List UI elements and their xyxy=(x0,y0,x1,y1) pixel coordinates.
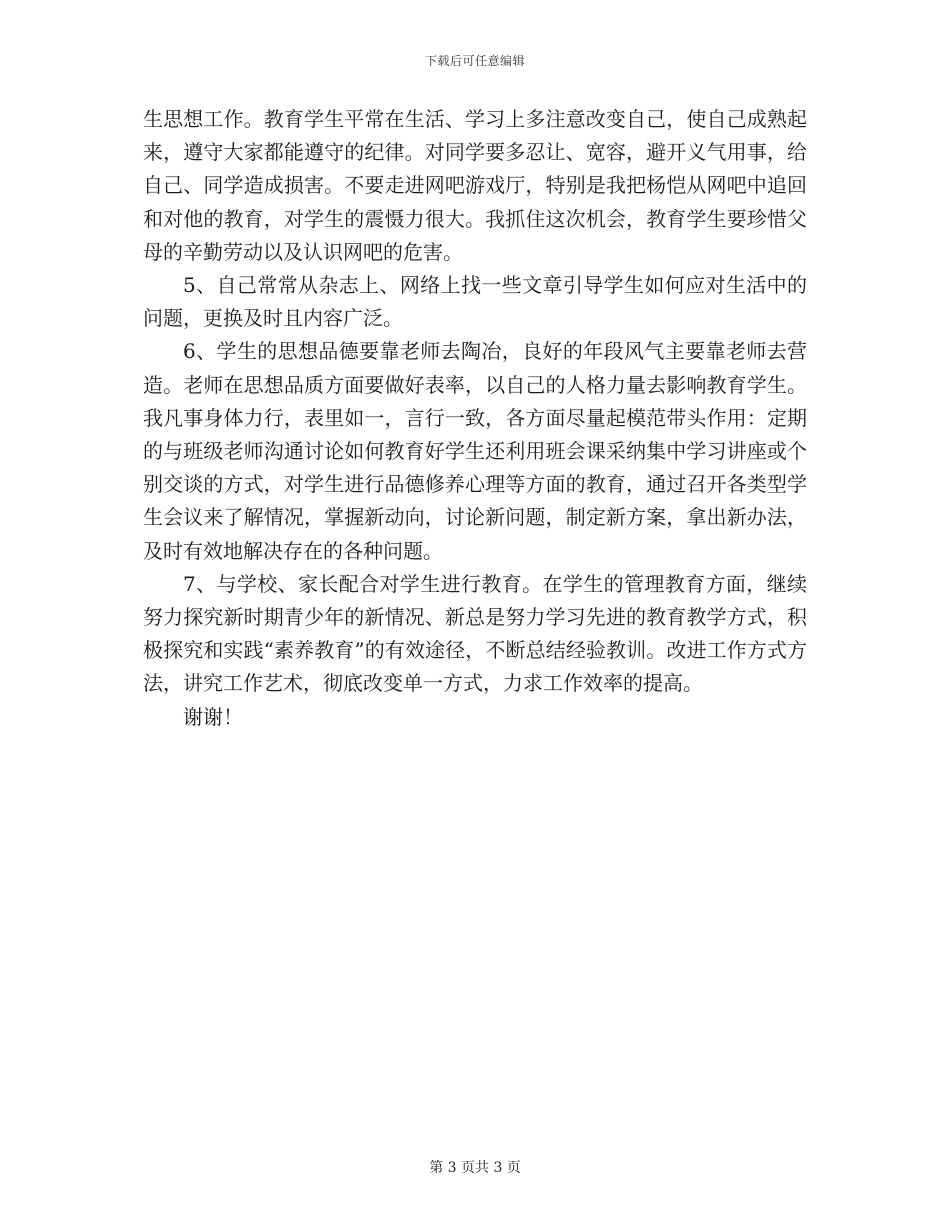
paragraph-item-6: 6、学生的思想品德要靠老师去陶冶，良好的年段风气主要靠老师去营造。老师在思想品质方面要做好表率，以自己的人格力量去影响教育学生。我凡事身体力行，表里如一，言行一致，各方面尽量起模范带头作用：定期的与班级老师沟通讨论如何教育好学生还利用班会课采纳集中学习讲座或个别交谈的方式，对学生进行品德修养心理等方面的教育，通过召开各类型学生会议来了解情况，掌握新动向，讨论新问题，制定新方案，拿出新办法，及时有效地解决存在的各种问题。 xyxy=(143,339,807,563)
paragraph-item-7: 7、与学校、家长配合对学生进行教育。在学生的管理教育方面，继续努力探究新时期青少年的新情况、新总是努力学习先进的教育教学方式，积极探究和实践“素养教育”的有效途径，不断总结经验教训。改进工作方式方法，讲究工作艺术，彻底改变单一方式，力求工作效率的提高。 xyxy=(143,571,807,696)
paragraph-continuation: 生思想工作。教育学生平常在生活、学习上多注意改变自己，使自己成熟起来，遵守大家都能遵守的纪律。对同学要多忍让、宽容，避开义气用事，给自己、同学造成损害。不要走进网吧游戏厅，特别是我把杨恺从网吧中追回和对他的教育，对学生的震慑力很大。我抓住这次机会，教育学生要珍惜父母的辛勤劳动以及认识网吧的危害。 xyxy=(143,107,807,264)
document-body xyxy=(143,103,807,734)
paragraph-item-5: 5、自己常常从杂志上、网络上找一些文章引导学生如何应对生活中的问题，更换及时且内容广泛。 xyxy=(143,273,807,331)
paragraph-closing-thanks: 谢谢！ xyxy=(183,704,243,729)
page-header-note: 下载后可任意编辑 xyxy=(424,54,525,68)
page-number-footer: 第 3 页共 3 页 xyxy=(429,1160,521,1176)
